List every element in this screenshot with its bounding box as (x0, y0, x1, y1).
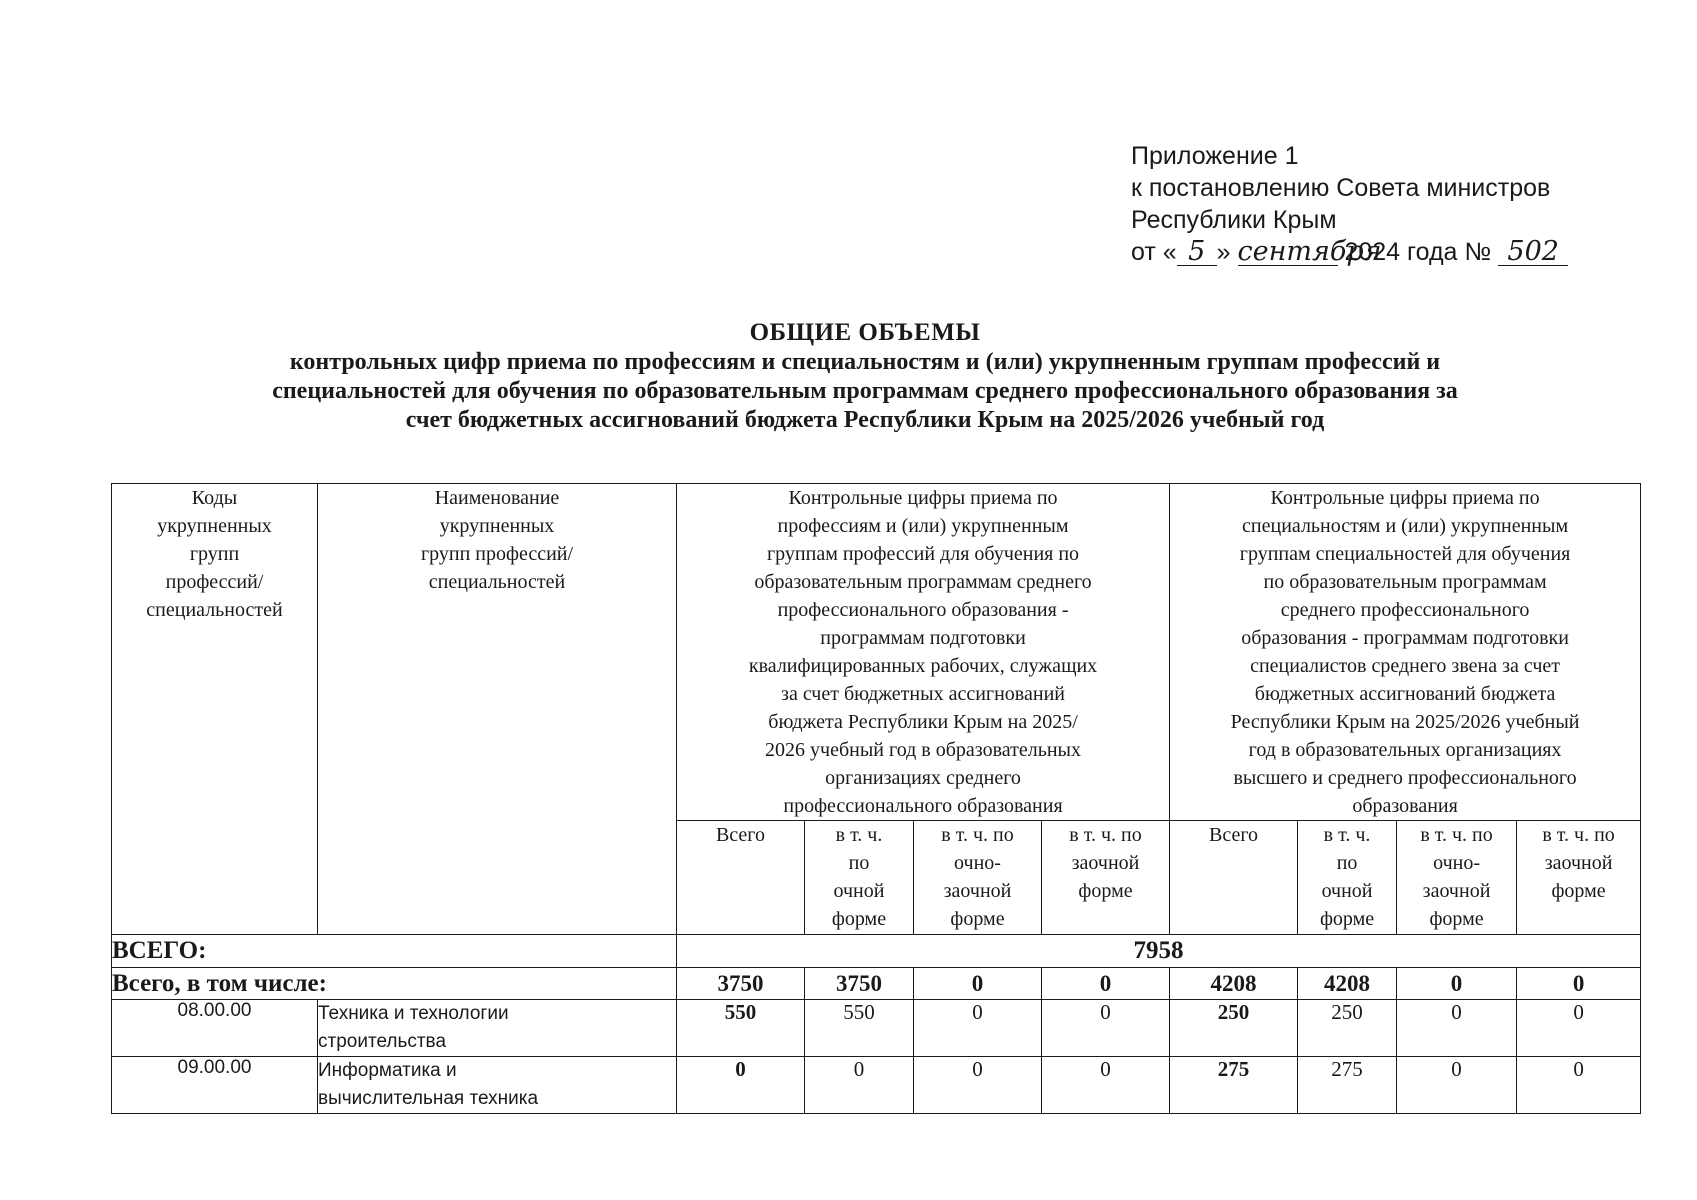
header-names (318, 484, 677, 935)
text-line: среднего профессионального (1280, 599, 1530, 621)
date-year: 2024 года № (1344, 238, 1492, 266)
text-line: группам профессий для обучения по (766, 543, 1080, 565)
text-line: образования (1352, 795, 1458, 817)
subheader-extramural-1 (1042, 821, 1170, 935)
appendix-block (1131, 140, 1568, 268)
text-line: бюджетных ассигнований бюджета (1254, 683, 1556, 705)
row-cell: 0 (805, 1057, 914, 1114)
row-cell: 275 (1170, 1057, 1298, 1114)
text-line: групп (189, 543, 240, 565)
text-line: образовательным программам среднего (754, 571, 1092, 593)
text-line: по образовательным программам (1263, 571, 1547, 593)
text-line: Коды (191, 487, 238, 509)
text-line: очной (1321, 880, 1373, 902)
subheader-part-time-1 (914, 821, 1042, 935)
subheader-extramural-2 (1517, 821, 1641, 935)
text-line: очной (833, 880, 885, 902)
text-line: по (848, 852, 870, 874)
subtotal-cell: 3750 (805, 968, 914, 1000)
text-line: профессионального образования - (777, 599, 1069, 621)
text-line: Наименование (434, 487, 560, 509)
text-line: укрупненных (157, 515, 272, 537)
row-cell: 275 (1298, 1057, 1397, 1114)
row-cell: 550 (805, 1000, 914, 1057)
text-line: профессионального образования (783, 795, 1063, 817)
text-line: заочной (1071, 852, 1140, 874)
appendix-line-2: к постановлению Совета министров (1131, 174, 1551, 202)
document-title (150, 318, 1580, 435)
row-name (318, 1000, 677, 1057)
subtotal-row (112, 968, 1641, 1000)
grand-total-value: 7958 (677, 935, 1641, 968)
title-main: ОБЩИЕ ОБЪЕМЫ (749, 319, 981, 346)
table-row (112, 1000, 1641, 1057)
subtotal-cell: 0 (1517, 968, 1641, 1000)
appendix-date-line (1131, 236, 1568, 268)
row-code: 08.00.00 (112, 1000, 318, 1057)
row-cell: 0 (1397, 1000, 1517, 1057)
appendix-line-3: Республики Крым (1131, 206, 1337, 234)
text-line: очно- (954, 852, 1001, 874)
row-cell: 0 (1517, 1057, 1641, 1114)
text-line: заочной (1422, 880, 1491, 902)
text-line: год в образовательных организациях (1248, 739, 1562, 761)
text-line: форме (1319, 908, 1375, 930)
row-cell: 0 (677, 1057, 805, 1114)
row-cell: 250 (1298, 1000, 1397, 1057)
text-line: форме (831, 908, 887, 930)
subtotal-cell: 0 (1397, 968, 1517, 1000)
text-line: заочной (1544, 852, 1613, 874)
subheader-full-time-2 (1298, 821, 1397, 935)
text-line: Контрольные цифры приема по (1270, 487, 1540, 509)
subtotal-cell: 4208 (1298, 968, 1397, 1000)
text-line: профессий/ (165, 571, 264, 593)
text-line: Информатика и (318, 1060, 457, 1081)
subtotal-label: Всего, в том числе: (112, 968, 677, 1000)
text-line: форме (1429, 908, 1484, 930)
row-cell: 550 (677, 1000, 805, 1057)
text-line: образования - программам подготовки (1241, 627, 1569, 649)
row-name (318, 1057, 677, 1114)
row-cell: 0 (1042, 1057, 1170, 1114)
title-line-1: контрольных цифр приема по профессиям и специальностям и (или) укрупненным группам профессий и (289, 349, 1441, 375)
text-line: Всего (1209, 824, 1259, 846)
row-cell: 0 (1042, 1000, 1170, 1057)
row-cell: 250 (1170, 1000, 1298, 1057)
text-line: форме (1078, 880, 1133, 902)
text-line: специалистов среднего звена за счет (1250, 655, 1561, 677)
text-line: специальностей (428, 571, 566, 593)
header-codes (112, 484, 318, 935)
row-code: 09.00.00 (112, 1057, 318, 1114)
text-line: в т. ч. (1323, 824, 1371, 846)
subtotal-cell: 0 (914, 968, 1042, 1000)
grand-total-label: ВСЕГО: (112, 935, 677, 968)
subheader-total-2 (1170, 821, 1298, 935)
subtotal-cell: 4208 (1170, 968, 1298, 1000)
title-line-2: специальностей для обучения по образовательным программам среднего профессионального образования за (272, 378, 1458, 404)
text-line: в т. ч. по (1069, 824, 1142, 846)
text-line: Всего (715, 824, 766, 846)
text-line: по (1336, 852, 1358, 874)
row-cell: 0 (914, 1057, 1042, 1114)
grand-total-row (112, 935, 1641, 968)
appendix-line-1: Приложение 1 (1131, 142, 1299, 170)
text-line: 2026 учебный год в образовательных (765, 739, 1081, 761)
text-line: очно- (1433, 852, 1480, 874)
text-line: в т. ч. (835, 824, 883, 846)
text-line: в т. ч. по (1420, 824, 1493, 846)
title-line-3: счет бюджетных ассигнований бюджета Республики Крым на 2025/2026 учебный год (405, 407, 1325, 433)
text-line: строительства (318, 1031, 447, 1052)
row-cell: 0 (914, 1000, 1042, 1057)
subheader-part-time-2 (1397, 821, 1517, 935)
decree-number: 502 (1498, 239, 1568, 266)
text-line: Республики Крым на 2025/2026 учебный (1230, 711, 1580, 733)
date-month: сентября (1237, 236, 1382, 267)
text-line: Техника и технологии (318, 1003, 509, 1024)
date-quote-close: » (1216, 238, 1231, 266)
table-row (112, 1057, 1641, 1114)
subtotal-cell: 0 (1042, 968, 1170, 1000)
text-line: за счет бюджетных ассигнований (781, 683, 1065, 705)
text-line: вычислительная техника (318, 1088, 539, 1109)
text-line: форме (1551, 880, 1606, 902)
subheader-full-time-1 (805, 821, 914, 935)
text-line: групп профессий/ (420, 543, 574, 565)
text-line: профессиям и (или) укрупненным (777, 515, 1069, 537)
text-line: квалифицированных рабочих, служащих (748, 655, 1098, 677)
text-line: группам специальностей для обучения (1239, 543, 1571, 565)
admission-table (111, 483, 1641, 1114)
text-line: заочной (943, 880, 1012, 902)
text-line: Контрольные цифры приема по (788, 487, 1058, 509)
text-line: специальностей (146, 599, 283, 621)
subtotal-cell: 3750 (677, 968, 805, 1000)
text-line: программам подготовки (820, 627, 1026, 649)
row-cell: 0 (1397, 1057, 1517, 1114)
text-line: форме (950, 908, 1005, 930)
subheader-total-1 (677, 821, 805, 935)
date-prefix: от « (1131, 238, 1177, 266)
date-day: 5 (1177, 239, 1217, 266)
text-line: организациях среднего (825, 767, 1021, 789)
row-cell: 0 (1517, 1000, 1641, 1057)
text-line: укрупненных (439, 515, 555, 537)
text-line: в т. ч. по (1542, 824, 1615, 846)
header-group-workers (677, 484, 1170, 821)
header-group-specialists (1170, 484, 1641, 821)
text-line: высшего и среднего профессионального (1233, 767, 1577, 789)
text-line: бюджета Республики Крым на 2025/ (768, 711, 1078, 733)
text-line: в т. ч. по (941, 824, 1014, 846)
text-line: специальностям и (или) укрупненным (1242, 515, 1569, 537)
